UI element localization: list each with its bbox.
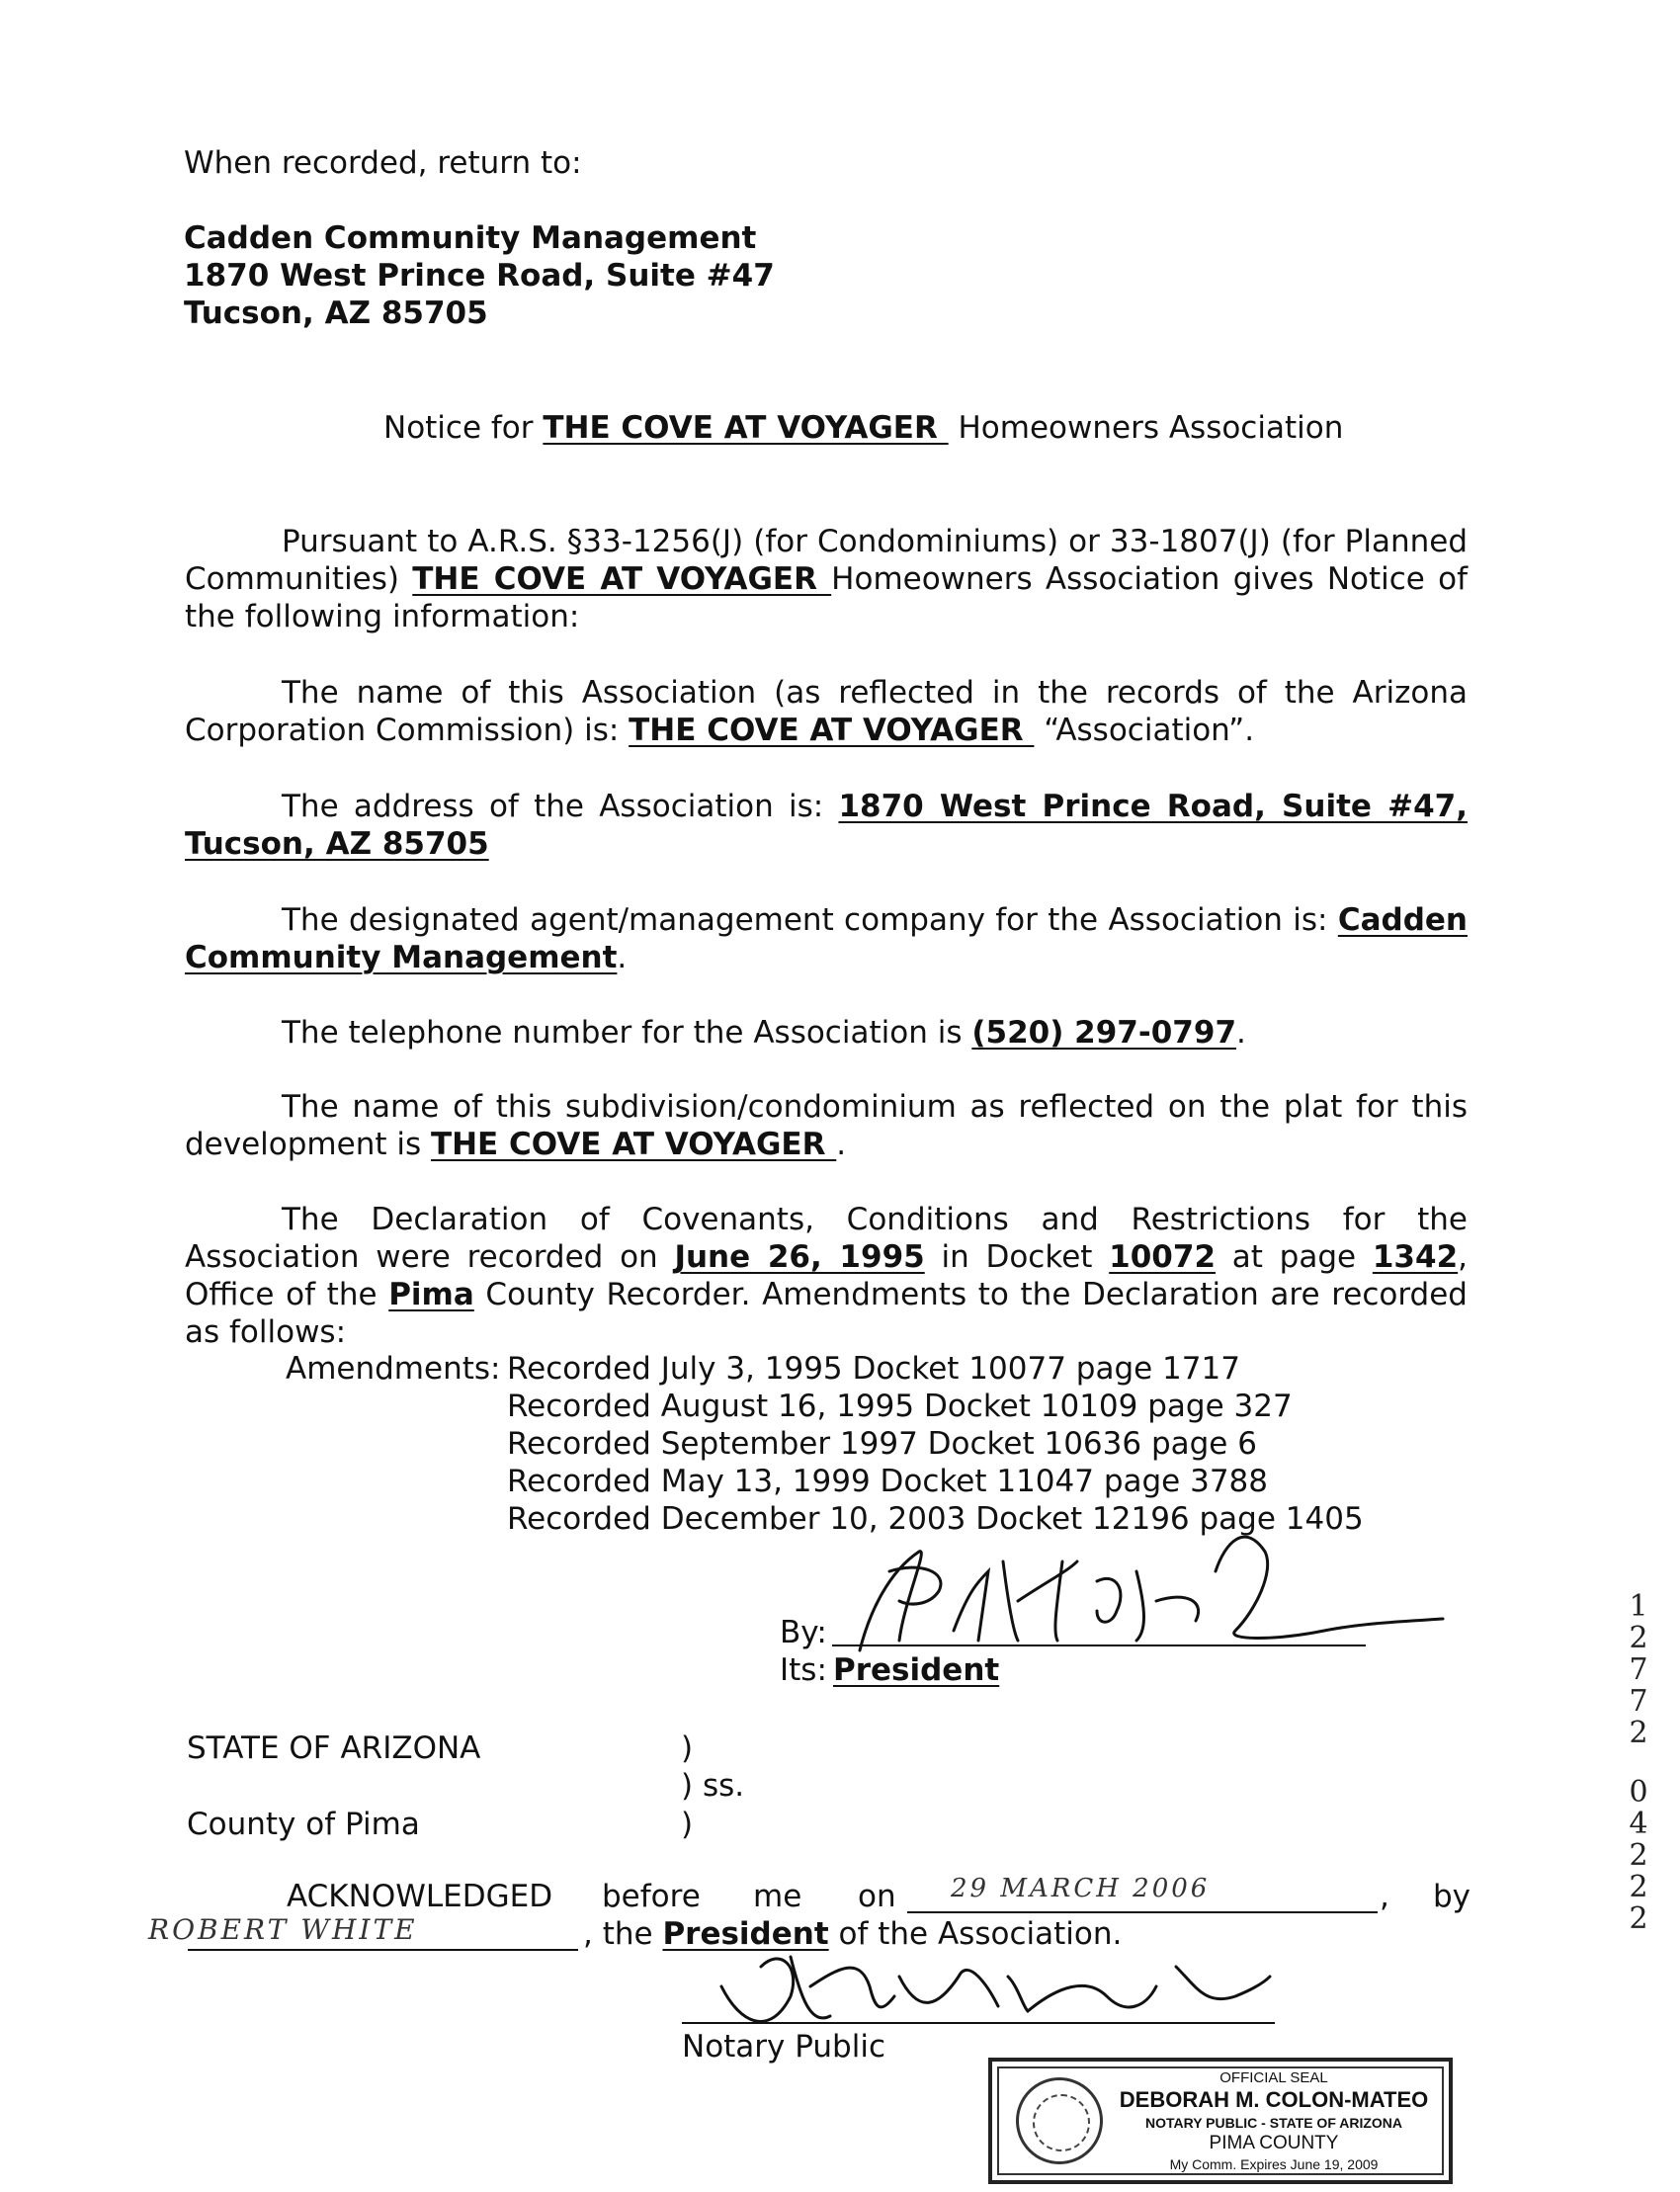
venue-state: STATE OF ARIZONA bbox=[187, 1730, 481, 1766]
p1-text-end: Homeowners Association gives Notice of the following information: bbox=[185, 561, 1468, 634]
recording-gap bbox=[1621, 1749, 1656, 1777]
ack-word: before bbox=[602, 1879, 701, 1914]
ack-word: by bbox=[1433, 1879, 1471, 1914]
p2-text-end: “Association”. bbox=[1034, 713, 1255, 748]
by-label: By: bbox=[780, 1615, 827, 1650]
notice-prefix: Notice for bbox=[383, 410, 544, 446]
paragraph-declaration bbox=[185, 1201, 1468, 1351]
president-signature bbox=[830, 1512, 1453, 1670]
p4-text: The designated agent/management company for the Association is: bbox=[282, 902, 1338, 938]
recording-digit: 2 bbox=[1629, 1621, 1648, 1655]
p7-text-page: at page bbox=[1216, 1239, 1373, 1275]
paragraph-address bbox=[185, 788, 1468, 863]
recording-digit: 4 bbox=[1629, 1807, 1648, 1841]
seal-line: OFFICIAL SEAL bbox=[1219, 2069, 1328, 2086]
seal-notary-name: DEBORAH M. COLON-MATEO bbox=[1119, 2087, 1429, 2112]
notice-suffix: Homeowners Association bbox=[948, 410, 1344, 446]
p1-text: Pursuant to A.R.S. §33-1256(J) (for Condominiums) or 33-1807(J) (for Planned Communities) bbox=[185, 524, 1468, 597]
amendment-item: Recorded May 13, 1999 Docket 11047 page 3788 bbox=[507, 1464, 1269, 1499]
amendment-item: Recorded September 1997 Docket 10636 page 6 bbox=[507, 1426, 1257, 1462]
notice-association-name: THE COVE AT VOYAGER bbox=[543, 410, 949, 446]
recording-number bbox=[1621, 1591, 1656, 1935]
company-street: 1870 West Prince Road, Suite #47 bbox=[184, 258, 775, 294]
p7-page: 1342 bbox=[1372, 1239, 1459, 1275]
seal-line: My Comm. Expires June 19, 2009 bbox=[1169, 2156, 1379, 2172]
notice-title bbox=[383, 409, 1343, 447]
recording-digit: 0 bbox=[1629, 1775, 1648, 1810]
recording-digit: 1 bbox=[1629, 1589, 1648, 1624]
its-label: Its: bbox=[780, 1652, 827, 1688]
p6-subdivision-name: THE COVE AT VOYAGER bbox=[430, 1127, 837, 1162]
venue-paren: ) bbox=[681, 1730, 694, 1766]
return-label: When recorded, return to: bbox=[184, 145, 582, 181]
p6-text: The name of this subdivision/condominium as reflected on the plat for this development is bbox=[185, 1089, 1468, 1162]
signer-title: President bbox=[833, 1652, 1000, 1688]
venue-paren: ) bbox=[681, 1807, 694, 1842]
paragraph-management bbox=[185, 901, 1468, 976]
amendment-item: Recorded July 3, 1995 Docket 10077 page 1717 bbox=[507, 1351, 1240, 1387]
ack-date-line bbox=[907, 1911, 1378, 1913]
paragraph-association-name bbox=[185, 674, 1468, 749]
p7-text-docket: in Docket bbox=[924, 1239, 1110, 1275]
recording-digit: 2 bbox=[1629, 1716, 1648, 1750]
p7-county: Pima bbox=[388, 1277, 474, 1312]
ack-word: on bbox=[858, 1879, 896, 1914]
recording-digit: 2 bbox=[1629, 1870, 1648, 1904]
company-city: Tucson, AZ 85705 bbox=[184, 295, 488, 331]
ack-text-end: of the Association. bbox=[828, 1916, 1123, 1952]
seal-line: PIMA COUNTY bbox=[1209, 2133, 1339, 2153]
p5-text: The telephone number for the Association is bbox=[282, 1015, 972, 1051]
p7-docket: 10072 bbox=[1109, 1239, 1217, 1275]
p3-text: The address of the Association is: bbox=[282, 789, 839, 824]
seal-line: NOTARY PUBLIC - STATE OF ARIZONA bbox=[1144, 2115, 1403, 2131]
p3-address: 1870 West Prince Road, Suite #47, Tucson, AZ 85705 bbox=[185, 789, 1468, 862]
venue-county: County of Pima bbox=[187, 1807, 420, 1842]
p2-text: The name of this Association (as reflected in the records of the Arizona Corporation Commission) is: bbox=[185, 675, 1468, 748]
p5-phone: (520) 297-0797 bbox=[971, 1015, 1237, 1051]
recording-digit: 2 bbox=[1629, 1901, 1648, 1936]
recording-digit: 2 bbox=[1629, 1838, 1648, 1873]
amendment-item: Recorded August 16, 1995 Docket 10109 page 327 bbox=[507, 1389, 1293, 1424]
p5-period: . bbox=[1236, 1015, 1246, 1051]
p7-text-end: County Recorder. Amendments to the Declaration are recorded as follows: bbox=[185, 1277, 1468, 1350]
recording-digit: 7 bbox=[1629, 1652, 1648, 1687]
p7-text-office: , Office of the bbox=[185, 1239, 1468, 1312]
ack-date-handwritten: 29 MARCH 2006 bbox=[951, 1874, 1211, 1903]
p2-association-name: THE COVE AT VOYAGER bbox=[629, 713, 1035, 748]
notary-label: Notary Public bbox=[682, 2029, 885, 2065]
paragraph-subdivision bbox=[185, 1088, 1468, 1163]
state-seal-icon bbox=[1016, 2077, 1103, 2164]
ack-text: , the bbox=[583, 1916, 663, 1952]
venue-ss: ) ss. bbox=[681, 1768, 745, 1804]
ack-word: ACKNOWLEDGED bbox=[287, 1879, 553, 1914]
p1-association-name: THE COVE AT VOYAGER bbox=[412, 561, 832, 597]
ack-title: President bbox=[662, 1916, 829, 1952]
paragraph-statute bbox=[185, 523, 1468, 635]
amendment-item: Recorded December 10, 2003 Docket 12196 page 1405 bbox=[507, 1501, 1364, 1537]
p4-management-company: Cadden Community Management bbox=[185, 902, 1468, 975]
recording-digit: 7 bbox=[1629, 1684, 1648, 1719]
ack-name-handwritten: ROBERT WHITE bbox=[148, 1913, 418, 1946]
amendments-label: Amendments: bbox=[286, 1351, 501, 1387]
paragraph-telephone bbox=[185, 1014, 1468, 1052]
company-name: Cadden Community Management bbox=[184, 220, 757, 256]
p7-text: The Declaration of Covenants, Conditions and Restrictions for the Association were recorded on bbox=[185, 1202, 1468, 1275]
p6-period: . bbox=[836, 1127, 847, 1162]
notary-seal-stamp bbox=[988, 2058, 1453, 2184]
p7-record-date: June 26, 1995 bbox=[674, 1239, 925, 1275]
notary-signature-line bbox=[682, 2022, 1275, 2024]
p4-period: . bbox=[617, 940, 628, 975]
ack-comma: , bbox=[1380, 1879, 1389, 1914]
ack-word: me bbox=[753, 1879, 802, 1914]
ack-name-line bbox=[188, 1949, 578, 1951]
